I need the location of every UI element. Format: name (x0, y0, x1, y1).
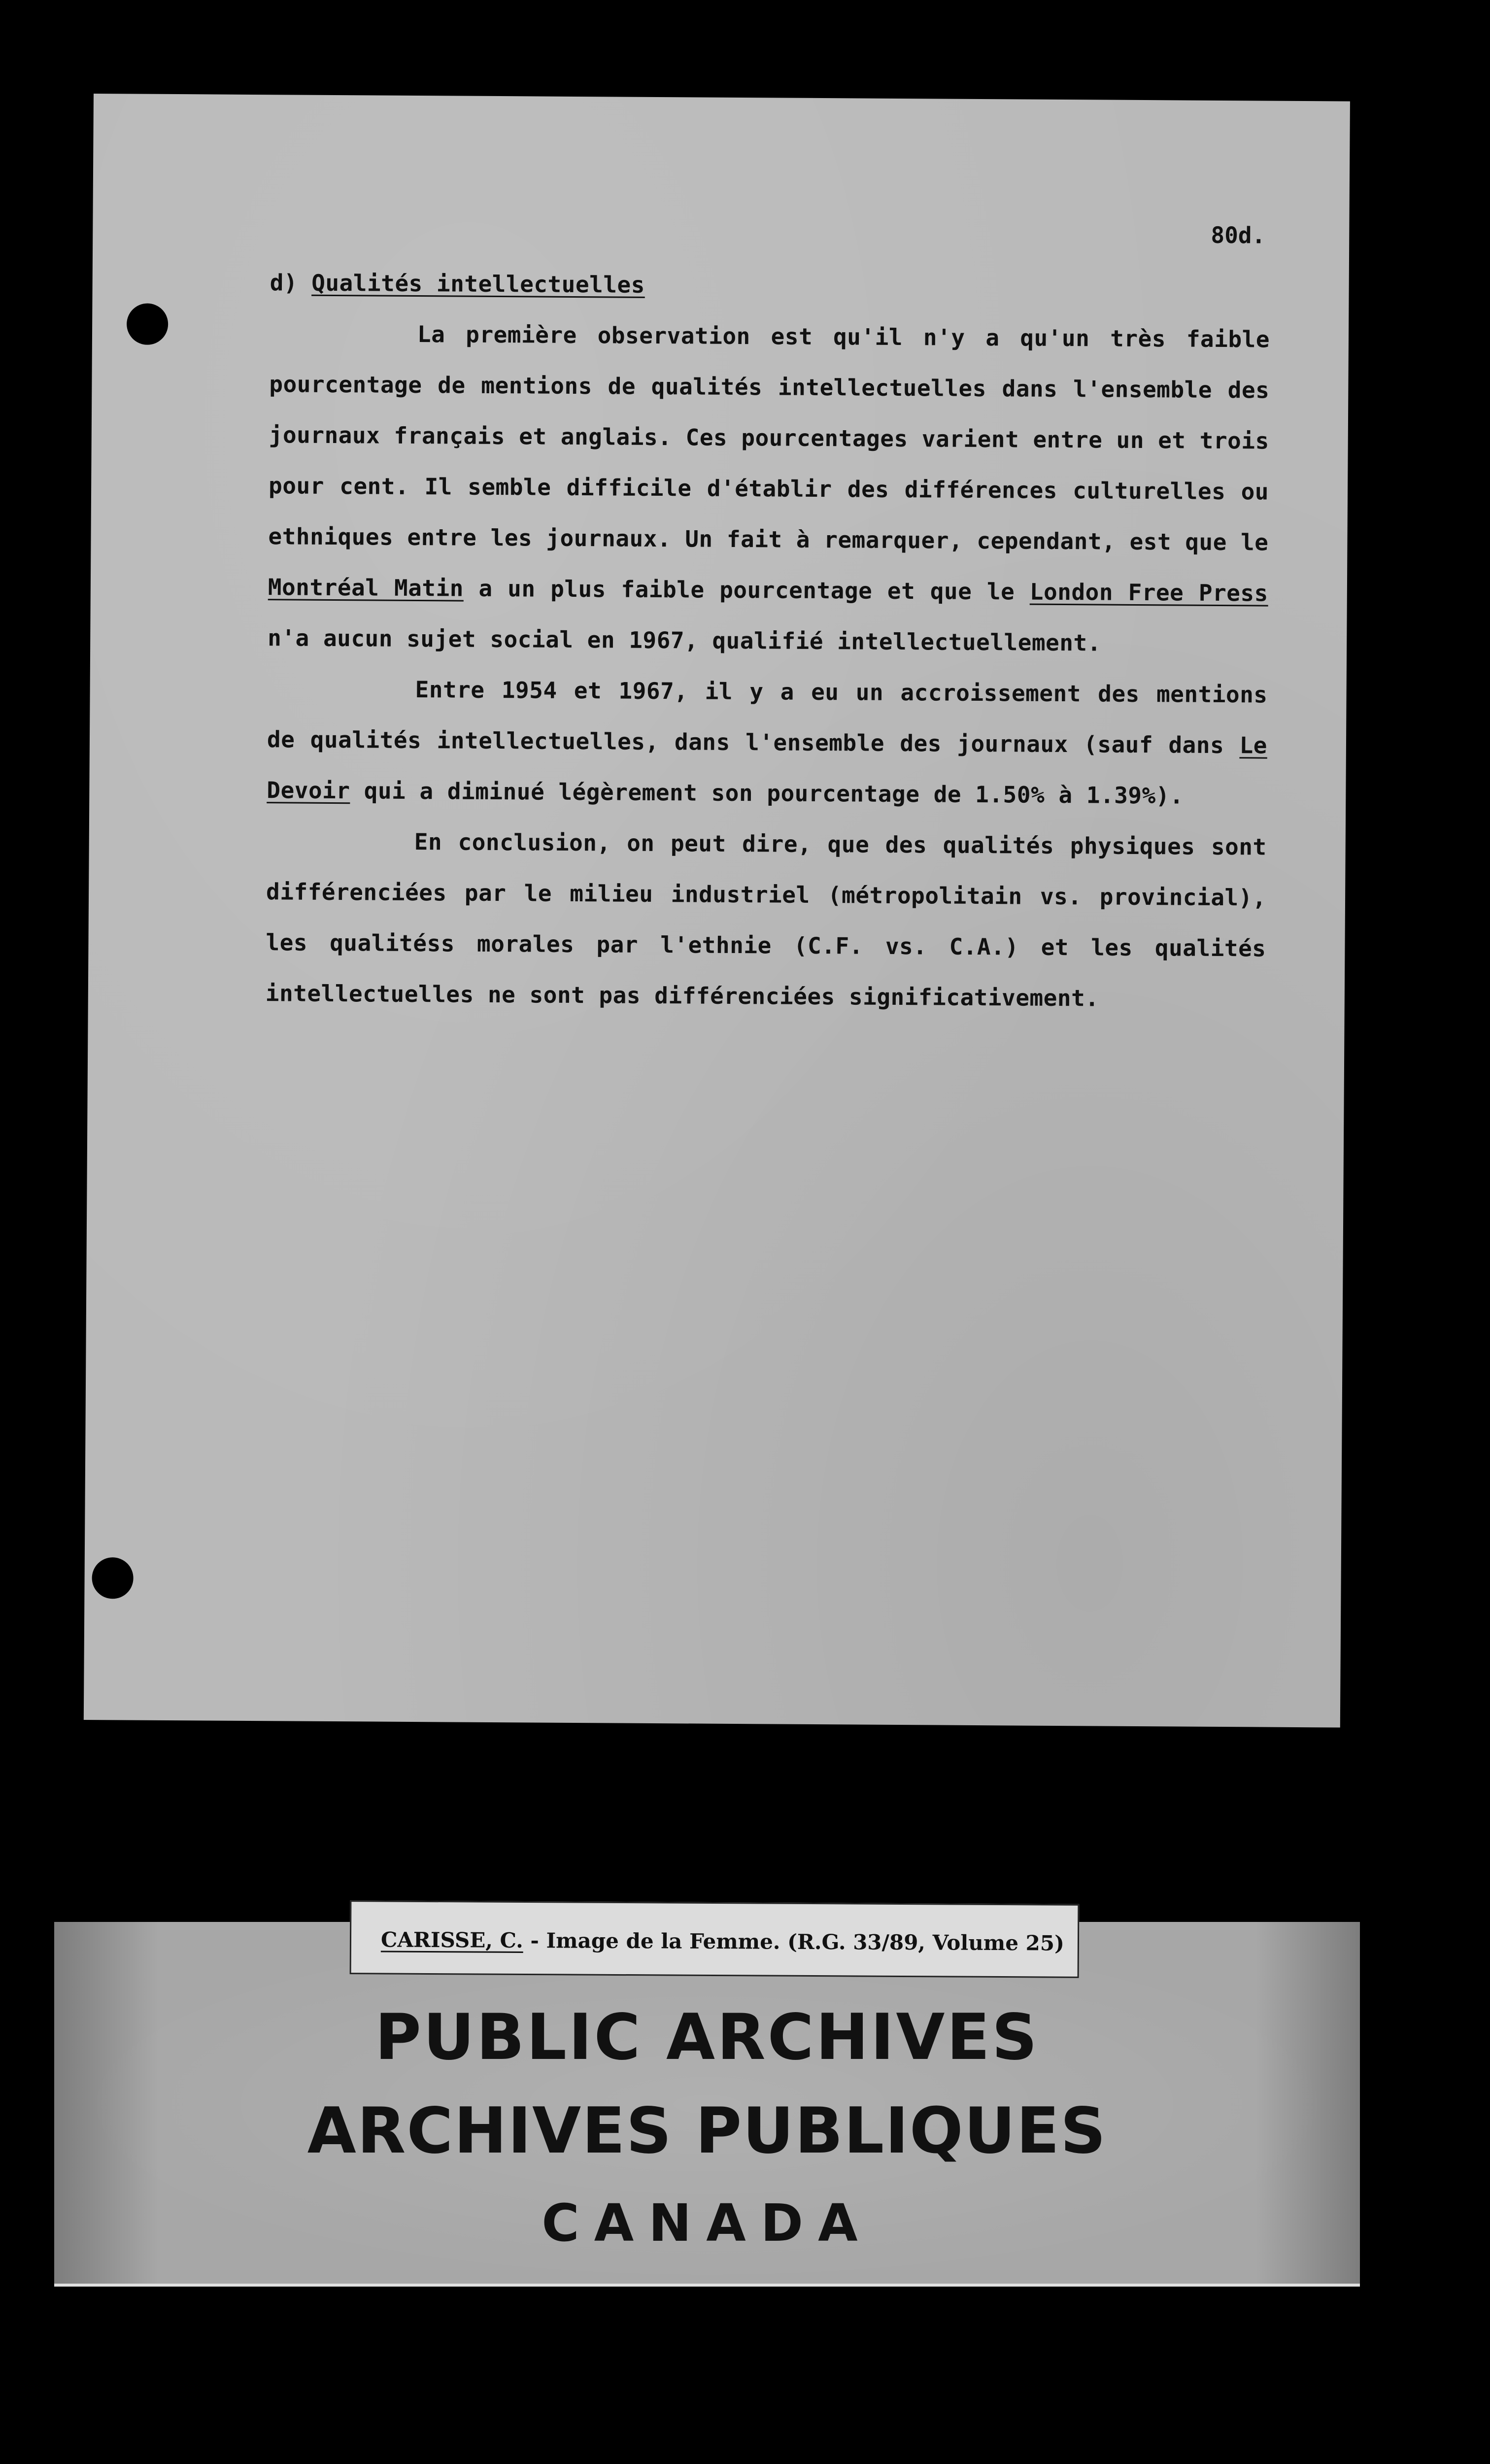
section-heading (270, 257, 1270, 314)
newspaper-title-le-devoir: Le Devoir (267, 732, 1268, 804)
text-segment: En conclusion, on peut dire, que des qualités physiques sont différenciées par le milieu industriel (métropolitain vs. provincial), les qualitéss morales par l'ethnie (C.F. vs. C.A.) et les qualités intellectuelles ne sont pas différenciées significativement. (265, 828, 1267, 1012)
punch-hole-top (127, 303, 169, 345)
text-segment: a un plus faible pourcentage et que le (463, 575, 1030, 605)
punch-hole-bottom (92, 1557, 134, 1599)
archive-label-text (381, 1927, 1064, 1955)
paragraph-1 (268, 308, 1270, 669)
document-page (84, 94, 1350, 1728)
stamp-divider (54, 2284, 1360, 2287)
archive-label (350, 1900, 1080, 1978)
newspaper-title-london-free-press: London Free Press (1029, 578, 1269, 607)
text-segment: n'a aucun sujet social en 1967, qualifié intellectuellement. (268, 624, 1102, 656)
archive-stamp (54, 1922, 1360, 2287)
document-body (266, 257, 1270, 1025)
text-segment: La première observation est qu'il n'y a qu'un très faible pourcentage de mentions de qualités intellectuelles dans l'ensemble des journaux français et anglais. Ces pourcentages varient entre un et trois pour cent. Il semble difficile d'établir des différences culturelles ou ethniques entre les journaux. Un fait à remarquer, cependant, est que le (268, 321, 1270, 556)
section-title: Qualités intellectuelles (311, 269, 645, 298)
paragraph-2 (267, 663, 1268, 821)
archive-line-public-archives: PUBLIC ARCHIVES (375, 2001, 1039, 2074)
archive-line-archives-publiques: ARCHIVES PUBLIQUES (307, 2094, 1107, 2168)
archive-line-canada: CANADA (542, 2193, 873, 2253)
label-reference: - Image de la Femme. (R.G. 33/89, Volume 25) (523, 1928, 1065, 1955)
newspaper-title-montreal-matin: Montréal Matin (268, 574, 464, 602)
label-author: CARISSE, C. (380, 1927, 523, 1952)
text-segment: qui a diminué légèrement son pourcentage de 1.50% à 1.39%). (350, 777, 1184, 809)
section-prefix: d) (270, 269, 298, 296)
paragraph-3 (266, 816, 1267, 1025)
page-number: 80d. (1211, 221, 1266, 249)
text-segment: Entre 1954 et 1967, il y a eu un accroissement des mentions de qualités intellectuelles, dans l'ensemble des journaux (sauf dans (267, 676, 1268, 759)
